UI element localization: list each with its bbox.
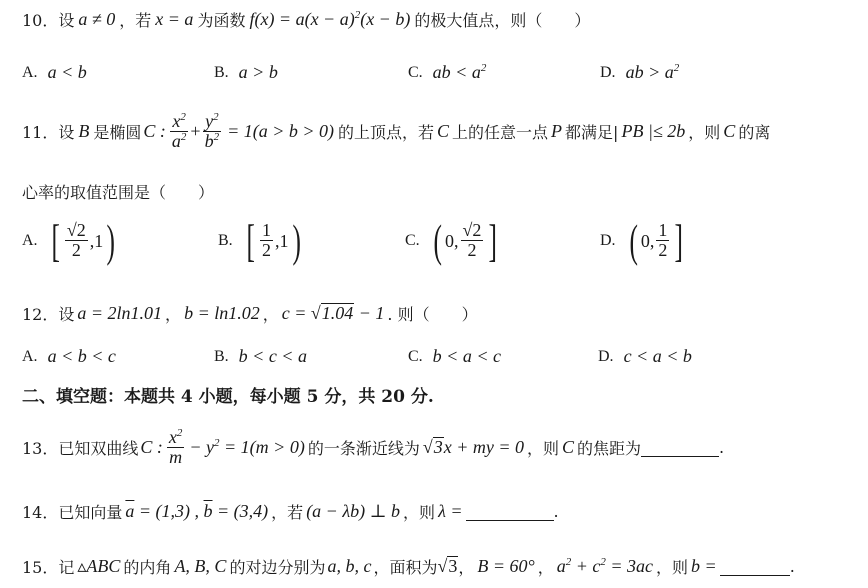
q10-xa: x = a — [155, 9, 194, 29]
q15-sep2: ， — [537, 558, 554, 577]
q12-sep2: ， — [262, 305, 279, 324]
q15-triangle: ▵ABC — [77, 556, 121, 576]
q13-equation-rest: − $y^2 = 1(m > 0)$ — [189, 437, 305, 458]
q11-text-mid4: 都满足| — [565, 123, 619, 143]
q15-number: 15． — [22, 558, 59, 577]
q15-area: √ 3 — [437, 556, 458, 576]
q10-number: 10． — [22, 11, 59, 30]
q12-c-value: c = √ 1.04 − 1 — [281, 303, 385, 323]
q12-b-value: b = ln1.02 — [184, 303, 260, 323]
q11-text-mid3: 上的任意一点 — [452, 123, 549, 143]
q15-equation: $a^2 + c^2 = 3ac$ — [556, 556, 654, 576]
q10-condition: a ≠ 0 — [78, 9, 116, 29]
q12-sep1: ， — [165, 305, 182, 324]
q13-end: . — [719, 438, 725, 458]
q15-answer-blank[interactable] — [720, 557, 790, 576]
q14-text-post: ，则 — [403, 503, 436, 522]
q12-a-value: a = 2ln1.01 — [77, 303, 163, 323]
question-10 — [22, 8, 590, 31]
q15-text-mid3: ，面积为 — [373, 558, 438, 577]
q13-frac: $\frac{x^2}{m}$ — [168, 427, 183, 467]
q15-angles: A, B, C — [174, 556, 227, 576]
q13-text-post2: 的焦距为 — [577, 439, 642, 459]
q11-option-c[interactable]: C. ( 0, $\frac{√2}{2}$ ] — [405, 215, 498, 266]
q11-option-d[interactable]: D. ( 0, $\frac{1}{2}$ ] — [600, 215, 684, 266]
q12-text-post: . 则（ ） — [387, 305, 478, 324]
q11-text-mid5: ，则 — [688, 123, 721, 143]
q13-text-post: ，则 — [527, 439, 560, 459]
q15-end: . — [789, 557, 795, 576]
q12-option-a[interactable]: A. a < b < c — [22, 346, 116, 366]
q11-line2: 心率的取值范围是（ ） — [22, 183, 215, 202]
q11-frac-x: $\frac{x^2}{a^2}$ — [171, 111, 187, 151]
q14-number: 14． — [22, 503, 59, 522]
q11-c3: C — [723, 121, 736, 142]
q11-number: 11． — [22, 123, 59, 143]
q14-text-mid: ，若 — [271, 503, 304, 522]
q12-option-c[interactable]: C. b < a < c — [408, 346, 501, 366]
q15-b-value: b = — [691, 556, 717, 576]
question-11: 11． 设 B 是椭圆 C : $\frac{x^2}{a^2}$ + $\frac{y^2}{b^2}$ = 1(a > b > 0) 的上顶点，若 C 上的任意一点 P 都满足| PB |≤ 2b ，则 C 的离 — [22, 111, 771, 151]
q11-point-b: B — [78, 121, 90, 142]
q14-end: . — [553, 502, 559, 521]
q10-option-a[interactable]: A. a < b — [22, 62, 87, 82]
q12-option-d[interactable]: D. c < a < b — [598, 346, 692, 366]
question-13 — [22, 428, 724, 468]
q10-text-pre: 设 — [58, 11, 75, 30]
q11-option-b[interactable]: B. [ $\frac{1}{2}$ ,1 ) — [218, 215, 301, 266]
q13-c2: C — [562, 437, 575, 458]
q13-hyperbola-name: C : — [140, 437, 163, 458]
q11-pb-condition: PB |≤ 2b — [621, 121, 686, 142]
question-12 — [22, 302, 478, 325]
q14-text-pre: 已知向量 — [58, 503, 123, 522]
question-14 — [22, 500, 559, 523]
q11-c2: C — [437, 121, 450, 142]
q11-equation-rhs: = 1(a > b > 0) — [227, 121, 334, 142]
q11-option-a[interactable]: A. [ $\frac{√2}{2}$ ,1 ) — [22, 215, 116, 266]
q10-text-mid2: 为函数 — [197, 11, 246, 30]
q14-lambda: λ = — [438, 501, 463, 521]
q11-text-mid2: 的上顶点，若 — [338, 123, 435, 143]
q11-ellipse-name: C : — [143, 121, 166, 142]
question-15 — [22, 555, 795, 578]
q15-text-mid2: 的对边分别为 — [229, 558, 326, 577]
q12-number: 12． — [22, 305, 59, 324]
q15-text-post: ，则 — [656, 558, 689, 577]
q10-option-b[interactable]: B. a > b — [214, 62, 278, 82]
q13-text-mid: 的一条渐近线为 — [307, 439, 420, 459]
q15-angle-b: B = 60° — [477, 556, 535, 576]
q11-text-mid1: 是椭圆 — [93, 123, 142, 143]
q14-vector-a: $\overline{a} = (1,3)$ , $\overline{b} = (3,4)$ — [125, 501, 269, 521]
q15-text-mid1: 的内角 — [123, 558, 172, 577]
q15-sep: ， — [458, 558, 475, 577]
q10-text-mid1: ，若 — [119, 11, 152, 30]
q11-point-p: P — [551, 121, 563, 142]
q13-text-pre: 已知双曲线 — [58, 439, 139, 459]
q13-answer-blank[interactable] — [641, 438, 719, 457]
q12-text-pre: 设 — [58, 305, 75, 324]
q12-option-b[interactable]: B. b < c < a — [214, 346, 307, 366]
q13-number: 13． — [22, 439, 59, 459]
q11-frac-y: $\frac{y^2}{b^2}$ — [204, 111, 220, 151]
q14-condition: (a − λb) ⊥ b — [306, 501, 401, 521]
q11-text-pre: 设 — [58, 123, 75, 143]
q10-text-post: 的极大值点，则（ ） — [414, 11, 591, 30]
q10-function: $f(x) = a(x - a)^2(x - b)$ — [249, 9, 411, 29]
section-heading: 二、填空题：本题共 4 小题，每小题 5 分，共 20 分. — [22, 387, 434, 407]
q15-text-pre: 记 — [58, 558, 75, 577]
q11-text-post: 的离 — [738, 123, 771, 143]
q10-option-c[interactable]: C. ab < $a^2$ — [408, 62, 487, 82]
q13-asymptote: √ 3 x + my = 0 — [422, 437, 524, 458]
q10-option-d[interactable]: D. ab > $a^2$ — [600, 62, 680, 82]
q14-answer-blank[interactable] — [466, 502, 554, 521]
q15-sides: a, b, c — [327, 556, 372, 576]
